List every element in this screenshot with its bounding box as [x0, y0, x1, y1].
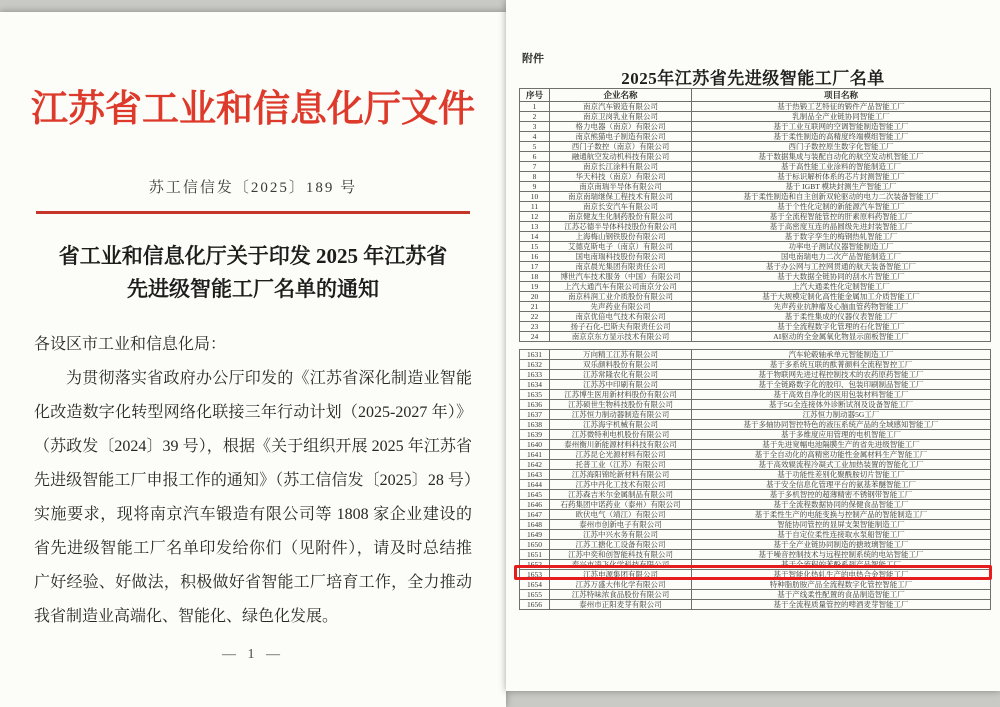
row-seq: 11 — [520, 202, 550, 212]
row-seq: 20 — [520, 292, 550, 302]
table-row — [520, 162, 991, 172]
table-row — [520, 410, 991, 420]
row-company: 江苏恒力制动器制造有限公司 — [550, 410, 692, 420]
table-row — [520, 112, 991, 122]
row-project: 基于热锻工艺特征的锻件产品智能工厂 — [692, 102, 991, 112]
row-seq: 1642 — [520, 460, 550, 470]
row-project: 基于5G全连接体外诊断试剂及设备智能工厂 — [692, 400, 991, 410]
row-project: 基于数字孪生的梅钢热轧智能工厂 — [692, 232, 991, 242]
table-row — [520, 400, 991, 410]
table-row — [520, 430, 991, 440]
row-company: 南京长江涂料有限公司 — [550, 162, 692, 172]
row-company: 融通航空发动机科技有限公司 — [550, 152, 692, 162]
row-project: 基于全链路数字化的胶印、包装印刷制品智能工厂 — [692, 380, 991, 390]
row-seq: 1655 — [520, 590, 550, 600]
row-seq: 1653 — [520, 570, 550, 580]
table-row — [520, 322, 991, 332]
row-company: 江苏微特利电机股份有限公司 — [550, 430, 692, 440]
row-company: 南京汽车锻造有限公司 — [550, 102, 692, 112]
row-company: 江苏中奕和创智能科技有限公司 — [550, 550, 692, 560]
row-project: 基于多机智控的超薄精密不锈钢带智能工厂 — [692, 490, 991, 500]
document-number: 苏工信信发〔2025〕189 号 — [148, 180, 358, 196]
row-seq: 1640 — [520, 440, 550, 450]
table-row — [520, 590, 991, 600]
row-project: 基于个性化定制的新能源汽车智能工厂 — [692, 202, 991, 212]
notice-title-line1: 省工业和信息化厅关于印发 2025 年江苏省 — [58, 244, 448, 268]
tables-area — [519, 88, 991, 610]
table-row — [520, 560, 991, 570]
row-company: 江苏森吉米尔金属制品有限公司 — [550, 490, 692, 500]
row-seq: 21 — [520, 302, 550, 312]
table-row — [520, 350, 991, 360]
page-number: — 1 — — [222, 647, 284, 662]
table-row — [520, 152, 991, 162]
row-project: 基于多维度应用管理的电机智能工厂 — [692, 430, 991, 440]
row-company: 南京长安汽车有限公司 — [550, 202, 692, 212]
red-divider-line — [36, 211, 470, 214]
row-company: 艾德克斯电子（南京）有限公司 — [550, 242, 692, 252]
row-project: 基于全流程质量管控的啤酒麦芽智能工厂 — [692, 600, 991, 610]
row-company: 托普工业（江苏）有限公司 — [550, 460, 692, 470]
row-seq: 14 — [520, 232, 550, 242]
row-company: 江苏海宇机械有限公司 — [550, 420, 692, 430]
row-project: 基于全产业链协同制造的搪玻璃智能工厂 — [692, 540, 991, 550]
row-company: 江苏中兴水务有限公司 — [550, 530, 692, 540]
row-seq: 1656 — [520, 600, 550, 610]
row-project: 基于柔性集成的仪器仪表智能工厂 — [692, 312, 991, 322]
table-row — [520, 212, 991, 222]
table-row — [520, 122, 991, 132]
table-row — [520, 420, 991, 430]
row-company: 南京晨光集团有限责任公司 — [550, 262, 692, 272]
row-project: 基于柔性制造和自主创新双轮驱动的电力二次装备智能工厂 — [692, 192, 991, 202]
row-seq: 1641 — [520, 450, 550, 460]
row-seq: 1646 — [520, 500, 550, 510]
col-header-seq: 序号 — [520, 89, 550, 102]
row-project: 基于高密度互连的晶圆级先进封装智能工厂 — [692, 222, 991, 232]
row-company: 南京京东方显示技术有限公司 — [550, 332, 692, 342]
row-seq: 1643 — [520, 470, 550, 480]
row-seq: 1639 — [520, 430, 550, 440]
table-row — [520, 332, 991, 342]
row-company: 欧伏电气（靖江）有限公司 — [550, 510, 692, 520]
row-seq: 1650 — [520, 540, 550, 550]
row-project: 基于全自动化的高精密功能性金属材料生产智能工厂 — [692, 450, 991, 460]
row-seq: 16 — [520, 252, 550, 262]
row-seq: 22 — [520, 312, 550, 322]
row-seq: 15 — [520, 242, 550, 252]
table-row — [520, 510, 991, 520]
table-row — [520, 252, 991, 262]
row-project: 基于物联网先进过程控制技术的农药原药智能工厂 — [692, 370, 991, 380]
row-company: 华天科技（南京）有限公司 — [550, 172, 692, 182]
row-company: 江苏海阳锦纶新材料有限公司 — [550, 470, 692, 480]
row-seq: 1652 — [520, 560, 550, 570]
row-seq: 1633 — [520, 370, 550, 380]
row-company: 江苏申源集团有限公司 — [550, 570, 692, 580]
row-project: 基于全流程数字化管理的石化智能工厂 — [692, 322, 991, 332]
table-row — [520, 192, 991, 202]
row-project: 基于智能化热轧生产的电热合金智能工厂 — [692, 570, 991, 580]
row-project: 基于多轴协同智控特色的液压系统产品的全域感知智能工厂 — [692, 420, 991, 430]
row-seq: 1636 — [520, 400, 550, 410]
factory-table-bottom-wrap — [519, 349, 991, 610]
row-seq: 1644 — [520, 480, 550, 490]
table-row — [520, 470, 991, 480]
row-project: 国电南瑞电力二次产品智能制造工厂 — [692, 252, 991, 262]
attachment-label: 附件 — [522, 53, 544, 65]
table-row — [520, 480, 991, 490]
row-seq: 4 — [520, 132, 550, 142]
row-project: 基于全流程智能管控的肝素原料药智能工厂 — [692, 212, 991, 222]
row-company: 南京健友生化制药股份有限公司 — [550, 212, 692, 222]
row-project: 基于 IGBT 模块封测生产智能工厂 — [692, 182, 991, 192]
row-company: 南京科润工业介质股份有限公司 — [550, 292, 692, 302]
col-header-company: 企业名称 — [550, 89, 692, 102]
row-company: 石药集团中诺药业（泰州）有限公司 — [550, 500, 692, 510]
row-project: 基于数据集成与装配自动化的航空发动机智能工厂 — [692, 152, 991, 162]
row-company: 泰州市正阳麦芽有限公司 — [550, 600, 692, 610]
row-company: 南京南瑞继保工程技术有限公司 — [550, 192, 692, 202]
row-seq: 1638 — [520, 420, 550, 430]
row-company: 江苏常隆农化有限公司 — [550, 370, 692, 380]
row-seq: 5 — [520, 142, 550, 152]
table-row — [520, 390, 991, 400]
row-seq: 1648 — [520, 520, 550, 530]
table-row — [520, 550, 991, 560]
row-project: 功率电子测试仪器智能制造工厂 — [692, 242, 991, 252]
row-project: 江苏恒力制动器5G工厂 — [692, 410, 991, 420]
col-header-project: 项目名称 — [692, 89, 991, 102]
row-company: 江苏芯德半导体科技股份有限公司 — [550, 222, 692, 232]
notice-title — [0, 240, 506, 306]
row-project: 先声药业抗肿瘤及心脑血管药物智能工厂 — [692, 302, 991, 312]
row-project: 基于标识解析体系的芯片封测智能工厂 — [692, 172, 991, 182]
table-row — [520, 490, 991, 500]
row-project: 特种脂肪胺产品全流程数字化管控智能工厂 — [692, 580, 991, 590]
row-company: 国电南瑞科技股份有限公司 — [550, 252, 692, 262]
table-row — [520, 262, 991, 272]
table-row — [520, 222, 991, 232]
row-company: 泰州市创新电子有限公司 — [550, 520, 692, 530]
row-company: 江苏特味浓食品股份有限公司 — [550, 590, 692, 600]
document-header-title: 江苏省工业和信息化厅文件 — [31, 89, 475, 130]
table-row — [520, 302, 991, 312]
row-seq: 9 — [520, 182, 550, 192]
row-company: 先声药业有限公司 — [550, 302, 692, 312]
row-seq: 1647 — [520, 510, 550, 520]
table-row — [520, 440, 991, 450]
table-row — [520, 312, 991, 322]
row-project: 基于高效辊流程冷凝式工业加热装置的智能化工厂 — [692, 460, 991, 470]
row-company: 江苏硕世生物科技股份有限公司 — [550, 400, 692, 410]
row-seq: 6 — [520, 152, 550, 162]
row-seq: 1649 — [520, 530, 550, 540]
table-row — [520, 500, 991, 510]
row-seq: 1637 — [520, 410, 550, 420]
row-company: 江苏万盛大伟化学有限公司 — [550, 580, 692, 590]
row-project: 基于多系统互联的酞菁颜料全流程智控工厂 — [692, 360, 991, 370]
row-project: 基于自定位柔性连接取水泵船智能工厂 — [692, 530, 991, 540]
notice-body-block — [34, 328, 472, 634]
row-project: 基于先进宽幅电池隔膜生产的省先进级智能工厂 — [692, 440, 991, 450]
row-seq: 10 — [520, 192, 550, 202]
table-row — [520, 520, 991, 530]
table-row — [520, 570, 991, 580]
row-company: 扬子石化-巴斯夫有限责任公司 — [550, 322, 692, 332]
table-row — [520, 600, 991, 610]
row-project: 基于全流程的苯酚系列产品智能工厂 — [692, 560, 991, 570]
row-seq: 12 — [520, 212, 550, 222]
row-project: 基于柔性制造的高精度终端模组智能工厂 — [692, 132, 991, 142]
row-company: 南京南瑞半导体有限公司 — [550, 182, 692, 192]
row-project: 西门子数控原生数字化智能工厂 — [692, 142, 991, 152]
table-row — [520, 242, 991, 252]
row-seq: 18 — [520, 272, 550, 282]
row-project: 基于大数据全链协同的刮水片智能工厂 — [692, 272, 991, 282]
row-company: 博世汽车技术服务（中国）有限公司 — [550, 272, 692, 282]
row-company: 南京卫岗乳业有限公司 — [550, 112, 692, 122]
row-project: 基于柔性生产的电能变换与控制产品的智能制造工厂 — [692, 510, 991, 520]
row-seq: 1635 — [520, 390, 550, 400]
table-header-row — [520, 89, 991, 102]
row-seq: 7 — [520, 162, 550, 172]
row-company: 泰兴市凌飞化学科技有限公司 — [550, 560, 692, 570]
row-seq: 1651 — [520, 550, 550, 560]
row-seq: 17 — [520, 262, 550, 272]
row-project: 汽车轮毂轴承单元智能制造工厂 — [692, 350, 991, 360]
row-project: 基于全流程数据协同的保健食品智能工厂 — [692, 500, 991, 510]
table-row — [520, 232, 991, 242]
row-seq: 1631 — [520, 350, 550, 360]
row-project: 基于产线柔性配置的食品制造智能工厂 — [692, 590, 991, 600]
row-seq: 24 — [520, 332, 550, 342]
row-company: 格力电器（南京）有限公司 — [550, 122, 692, 132]
table-row — [520, 272, 991, 282]
table-row — [520, 540, 991, 550]
row-project: 上汽大通柔性化定制智能工厂 — [692, 282, 991, 292]
table-row — [520, 142, 991, 152]
row-company: 南京优倍电气技术有限公司 — [550, 312, 692, 322]
row-project: 乳制品全产业链协同智能工厂 — [692, 112, 991, 122]
row-project: 基于高效自净化的医用包装材料智能工厂 — [692, 390, 991, 400]
row-project: 基于大规模定制化高性能金属加工介质智能工厂 — [692, 292, 991, 302]
row-seq: 23 — [520, 322, 550, 332]
attachment-page — [506, 0, 1000, 691]
row-company: 江苏博生医用新材料股份有限公司 — [550, 390, 692, 400]
row-company: 上汽大通汽车有限公司南京分公司 — [550, 282, 692, 292]
table-row — [520, 360, 991, 370]
row-project: AI驱动的全金属氧化物显示面板智能工厂 — [692, 332, 991, 342]
factory-table-bottom — [519, 349, 991, 610]
row-project: 基于安全信息化管理平台的氨基苯醚智能工厂 — [692, 480, 991, 490]
table-row — [520, 172, 991, 182]
notice-page — [0, 12, 506, 707]
salutation: 各设区市工业和信息化局： — [34, 336, 227, 353]
table-row — [520, 282, 991, 292]
row-project: 基于办公网与工控网贯通的航天装备智能工厂 — [692, 262, 991, 272]
row-seq: 1632 — [520, 360, 550, 370]
notice-title-line2: 先进级智能工厂名单的通知 — [127, 277, 379, 301]
row-company: 江苏工搪化工设备有限公司 — [550, 540, 692, 550]
row-company: 江苏昆仑光源材料有限公司 — [550, 450, 692, 460]
table-row — [520, 202, 991, 212]
notice-body-text: 为贯彻落实省政府办公厅印发的《江苏省深化制造业智能化改造数字化转型网络化联接三年行动计划（2025-2027 年）》（苏政发〔2024〕39 号），根据《关于组织开展 2025 年江苏省先进级智能工厂申报工作的通知》（苏工信信发〔2025〕28 号）实施要求，现将南京汽车锻造有限公司等 1808 家企业建设的省先进级智能工厂名单印发给你们（见附件），请及时总结推广好经验、好做法，积极做好省智能工厂培育工作，全力推动我省制造业高端化、智能化、绿色化发展。 — [34, 370, 472, 625]
row-company: 双乐颜料股份有限公司 — [550, 360, 692, 370]
row-seq: 1654 — [520, 580, 550, 590]
table-row — [520, 132, 991, 142]
table-row — [520, 292, 991, 302]
row-seq: 2 — [520, 112, 550, 122]
table-row — [520, 380, 991, 390]
row-company: 西门子数控（南京）有限公司 — [550, 142, 692, 152]
row-project: 智能协同管控的显屏支架智能制造工厂 — [692, 520, 991, 530]
row-company: 万向精工江苏有限公司 — [550, 350, 692, 360]
row-seq: 19 — [520, 282, 550, 292]
row-company: 江苏苏中印刷有限公司 — [550, 380, 692, 390]
row-project: 基于噪音控制技术与远程控制系统的电站智能工厂 — [692, 550, 991, 560]
factory-table-top — [519, 88, 991, 342]
row-seq: 1 — [520, 102, 550, 112]
table-row — [520, 450, 991, 460]
row-seq: 8 — [520, 172, 550, 182]
row-project: 基于功能性差别化聚酰胺切片智能工厂 — [692, 470, 991, 480]
row-company: 江苏中丹化工技术有限公司 — [550, 480, 692, 490]
row-project: 基于高性能工业涂料的智能制造工厂 — [692, 162, 991, 172]
row-project: 基于工业互联网的空调智能制造智能工厂 — [692, 122, 991, 132]
row-seq: 1634 — [520, 380, 550, 390]
row-seq: 1645 — [520, 490, 550, 500]
row-company: 泰州衡川新能源材料科技有限公司 — [550, 440, 692, 450]
table-row — [520, 102, 991, 112]
table-row — [520, 460, 991, 470]
row-seq: 13 — [520, 222, 550, 232]
table-row — [520, 530, 991, 540]
row-company: 上海梅山钢铁股份有限公司 — [550, 232, 692, 242]
table-row — [520, 370, 991, 380]
table-row — [520, 580, 991, 590]
table-row — [520, 182, 991, 192]
table-title: 2025年江苏省先进级智能工厂名单 — [621, 69, 885, 88]
row-company: 南京熊猫电子制造有限公司 — [550, 132, 692, 142]
row-seq: 3 — [520, 122, 550, 132]
